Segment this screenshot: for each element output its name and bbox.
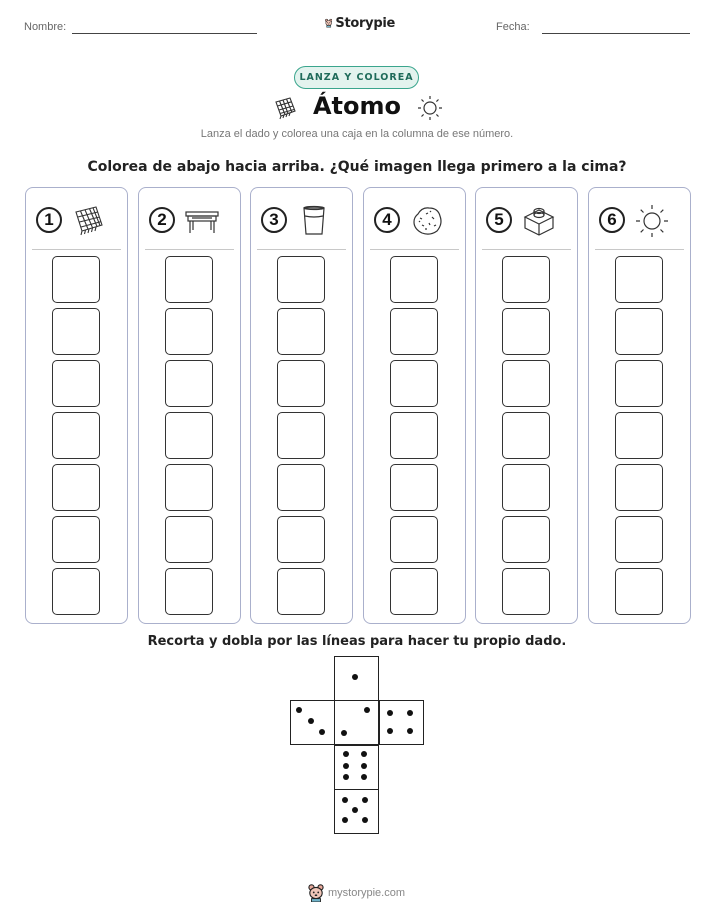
instructions-text: Lanza el dado y colorea una caja en la columna de ese número. [200,128,514,140]
die-pip [296,707,302,713]
column-divider [257,249,346,250]
column-divider [370,249,459,250]
color-box[interactable] [502,308,550,355]
color-box[interactable] [615,360,663,407]
column-number: 3 [261,207,287,233]
die-pip [361,751,367,757]
color-box[interactable] [615,464,663,511]
column-number: 5 [486,207,512,233]
blanket-icon [271,94,299,122]
footer-url: mystorypie.com [328,887,406,899]
column-divider [32,249,121,250]
sun-icon [633,202,671,240]
die-pip [362,797,368,803]
die-face-3 [290,700,335,745]
column-number: 4 [374,207,400,233]
column-number: 6 [599,207,625,233]
activity-badge: LANZA Y COLOREA [294,66,419,89]
page-title: Átomo [312,92,402,120]
color-box[interactable] [390,308,438,355]
column-number: 2 [149,207,175,233]
die-face-6 [334,745,379,790]
die-pip [343,751,349,757]
color-box[interactable] [165,256,213,303]
column-number: 1 [36,207,62,233]
color-box[interactable] [390,360,438,407]
color-box[interactable] [277,412,325,459]
date-label: Fecha: [496,21,530,33]
color-box[interactable] [52,464,100,511]
color-box[interactable] [502,360,550,407]
die-pip [352,807,358,813]
die-pip [319,729,325,735]
color-box[interactable] [502,464,550,511]
color-box[interactable] [52,360,100,407]
rock-icon [408,202,446,240]
color-box[interactable] [502,256,550,303]
color-box[interactable] [615,516,663,563]
glass-of-water-icon [295,202,333,240]
die-pip [342,797,348,803]
date-field[interactable] [542,33,690,34]
color-box[interactable] [615,256,663,303]
color-box[interactable] [277,464,325,511]
color-box[interactable] [277,256,325,303]
die-pip [361,763,367,769]
column-4 [363,187,466,624]
footer [308,884,405,902]
color-box[interactable] [52,308,100,355]
bear-mascot-icon [325,15,332,31]
color-box[interactable] [52,412,100,459]
die-face-4 [379,700,424,745]
column-3 [250,187,353,624]
die-pip [343,774,349,780]
die-pip [352,674,358,680]
die-face-2 [334,700,379,745]
die-pip [308,718,314,724]
brand-name: Storypie [335,15,395,31]
sun-icon [416,94,444,122]
color-box[interactable] [390,256,438,303]
color-box[interactable] [615,568,663,615]
color-box[interactable] [502,516,550,563]
die-pip [343,763,349,769]
name-field[interactable] [72,33,257,34]
color-box[interactable] [52,516,100,563]
name-label: Nombre: [24,21,67,33]
cut-instruction: Recorta y dobla por las líneas para hacer tu propio dado. [147,634,567,649]
column-divider [145,249,234,250]
color-box[interactable] [165,360,213,407]
die-pip [387,710,393,716]
color-box[interactable] [615,412,663,459]
die-pip [361,774,367,780]
die-pip [362,817,368,823]
color-box[interactable] [277,568,325,615]
column-1 [25,187,128,624]
color-box[interactable] [165,412,213,459]
blanket-icon [70,202,108,240]
color-box[interactable] [502,412,550,459]
color-box[interactable] [390,412,438,459]
color-box[interactable] [615,308,663,355]
color-box[interactable] [277,308,325,355]
die-face-5 [334,789,379,834]
die-pip [407,710,413,716]
column-2 [138,187,241,624]
color-box[interactable] [277,360,325,407]
lego-brick-icon [520,202,558,240]
die-pip [341,730,347,736]
color-box[interactable] [165,464,213,511]
column-divider [482,249,571,250]
brand-logo [325,12,395,34]
color-box[interactable] [390,568,438,615]
color-box[interactable] [277,516,325,563]
color-box[interactable] [165,568,213,615]
die-pip [342,817,348,823]
color-box[interactable] [390,464,438,511]
question-text: Colorea de abajo hacia arriba. ¿Qué imagen llega primero a la cima? [87,159,627,175]
color-box[interactable] [165,308,213,355]
die-pip [387,728,393,734]
color-box[interactable] [52,568,100,615]
column-divider [595,249,684,250]
bear-mascot-icon [308,884,324,902]
column-6 [588,187,691,624]
column-5 [475,187,578,624]
die-pip [364,707,370,713]
color-box[interactable] [390,516,438,563]
color-box[interactable] [502,568,550,615]
color-box[interactable] [165,516,213,563]
table-icon [183,202,221,240]
color-box[interactable] [52,256,100,303]
die-face-1 [334,656,379,701]
die-pip [407,728,413,734]
